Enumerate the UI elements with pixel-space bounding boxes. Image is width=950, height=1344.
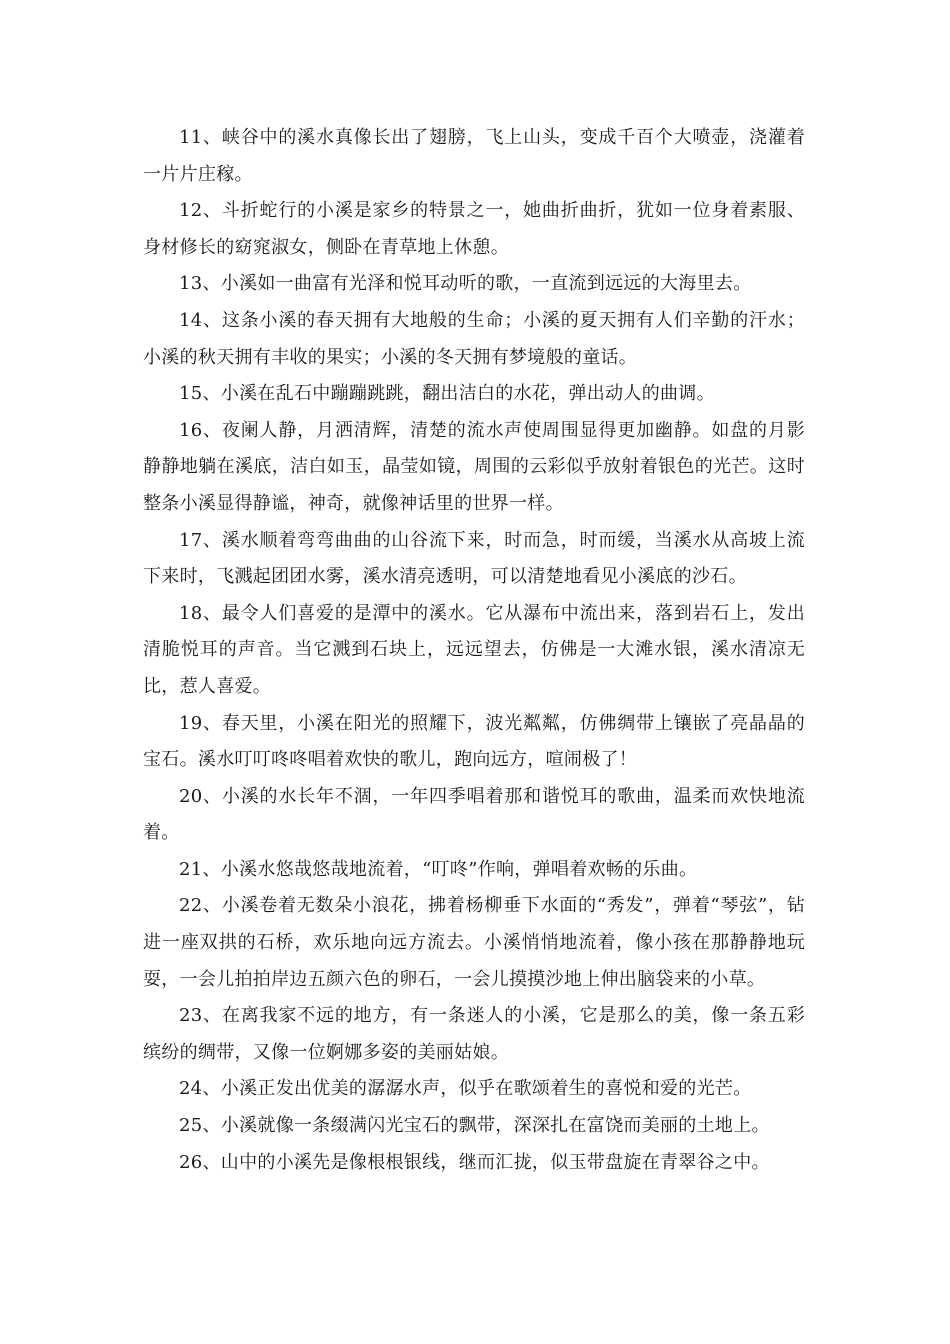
- paragraph-26: 26、山中的小溪先是像根根银线，继而汇拢，似玉带盘旋在青翠谷之中。: [179, 1151, 770, 1173]
- paragraph-15: 15、小溪在乱石中蹦蹦跳跳，翻出洁白的水花，弹出动人的曲调。: [179, 383, 715, 405]
- paragraph-23: 23、在离我家不远的地方，有一条迷人的小溪，它是那么的美，像一条五彩缤纷的绸带，又像一位婀娜多姿的美丽姑娘。: [143, 1005, 805, 1063]
- paragraph-13: 13、小溪如一曲富有光泽和悦耳动听的歌，一直流到远远的大海里去。: [179, 273, 752, 295]
- paragraph-22: 22、小溪卷着无数朵小浪花，拂着杨柳垂下水面的“秀发”，弹着“琴弦”，钻进一座双拱的石桥，欢乐地向远方流去。小溪悄悄地流着，像小孩在那静静地玩耍，一会儿拍拍岸边五颜六色的卵石，一会儿摸摸沙地上伸出脑袋来的小草。: [143, 895, 805, 990]
- paragraph-14: 14、这条小溪的春天拥有大地般的生命；小溪的夏天拥有人们辛勤的汗水；小溪的秋天拥有丰收的果实；小溪的冬天拥有梦境般的童话。: [143, 309, 805, 368]
- paragraph-21: 21、小溪水悠哉悠哉地流着，“叮咚”作响，弹唱着欢畅的乐曲。: [179, 858, 698, 880]
- document-body: [143, 120, 805, 1181]
- paragraph-24: 24、小溪正发出优美的潺潺水声，似乎在歌颂着生的喜悦和爱的光芒。: [179, 1078, 752, 1100]
- paragraph-18: 18、最令人们喜爱的是潭中的溪水。它从瀑布中流出来，落到岩石上，发出清脆悦耳的声音。当它溅到石块上，远远望去，仿佛是一大滩水银，溪水清凉无比，惹人喜爱。: [143, 602, 805, 697]
- paragraph-25: 25、小溪就像一条缀满闪光宝石的飘带，深深扎在富饶而美丽的土地上。: [179, 1115, 770, 1137]
- paragraph-17: 17、溪水顺着弯弯曲曲的山谷流下来，时而急，时而缓，当溪水从高坡上流下来时，飞溅起团团水雾，溪水清亮透明，可以清楚地看见小溪底的沙石。: [143, 529, 805, 588]
- paragraph-16: 16、夜阑人静，月洒清辉，清楚的流水声使周围显得更加幽静。如盘的月影静静地躺在溪底，洁白如玉，晶莹如镜，周围的云彩似乎放射着银色的光芒。这时整条小溪显得静谧，神奇，就像神话里的世界一样。: [143, 419, 805, 514]
- paragraph-19: 19、春天里，小溪在阳光的照耀下，波光粼粼，仿佛绸带上镶嵌了亮晶晶的宝石。溪水叮叮咚咚唱着欢快的歌儿，跑向远方，喧闹极了！: [143, 712, 805, 771]
- paragraph-12: 12、斗折蛇行的小溪是家乡的特景之一，她曲折曲折，犹如一位身着素服、身材修长的窈窕淑女，侧卧在青草地上休憩。: [143, 200, 805, 258]
- paragraph-11: 11、峡谷中的溪水真像长出了翅膀，飞上山头，变成千百个大喷壶，浇灌着一片片庄稼。: [143, 127, 805, 185]
- paragraph-20: 20、小溪的水长年不涸，一年四季唱着那和谐悦耳的歌曲，温柔而欢快地流着。: [143, 785, 805, 844]
